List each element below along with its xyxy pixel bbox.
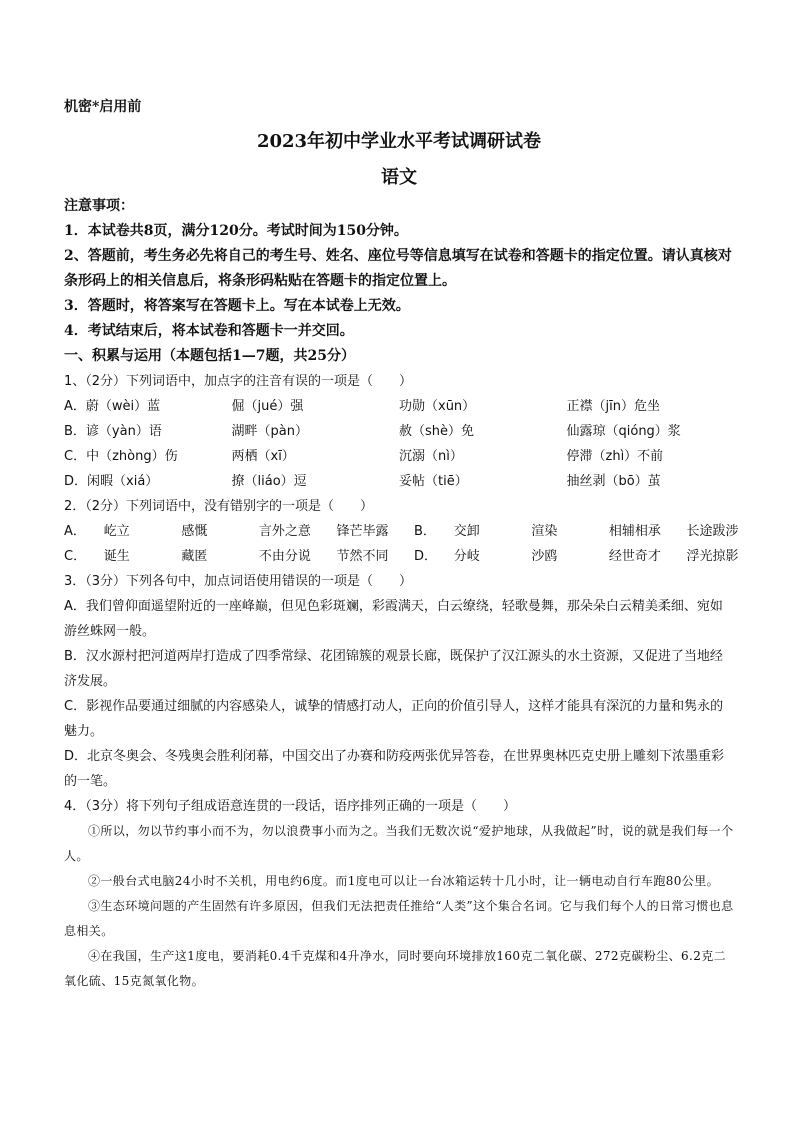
option-row	[64, 444, 734, 469]
section-heading: 一、积累与运用（本题包括1—7题，共25分）	[64, 348, 355, 364]
option-text: A．我们曾仰面遥望附近的一座峰巅，但见色彩斑斓，彩霞满天，白云缭绕，轻歌曼舞，那朵朵白云精美柔细、宛如游丝蛛网一般。	[64, 599, 723, 639]
option-cell: 妥帖（tiē）	[399, 474, 468, 489]
sentence-item: ①所以，勿以节约事小而不为，勿以浪费事小而为之。当我们无数次说“爱护地球，从我做起”时，说的就是我们每一个人。	[64, 824, 734, 863]
option-label: C．	[64, 549, 87, 564]
question-stem: 3．（3分）下列各句中，加点词语使用错误的一项是（ ）	[64, 574, 413, 589]
confidential-label: 机密*启用前	[64, 99, 142, 115]
option-word: 言外之意	[258, 524, 311, 539]
option-word: 屹立	[103, 524, 130, 539]
question-stem: 2．（2分）下列词语中，没有错别字的一项是（ ）	[64, 499, 374, 514]
question-2	[64, 494, 739, 569]
question-stem: 1、（2分）下列词语中，加点字的注音有误的一项是（ ）	[64, 374, 413, 389]
option-word: 交卸	[453, 524, 480, 539]
question-4	[64, 794, 734, 994]
option-text: D．北京冬奥会、冬残奥会胜利闭幕，中国交出了办赛和防疫两张优异答卷，在世界奥林匹克史册上雕刻下浓墨重彩的一笔。	[64, 749, 725, 789]
option-group	[64, 544, 414, 569]
question-stem: 4．（3分）将下列句子组成语意连贯的一段话，语序排列正确的一项是（ ）	[64, 799, 517, 814]
option-text: B．汉水源村把河道两岸打造成了四季常绿、花团锦簇的观景长廊，既保护了汉江源头的水土资源，又促进了当地经济发展。	[64, 649, 723, 689]
option-label: D．	[414, 549, 438, 564]
option-cell: 撩（liáo）逗	[231, 474, 307, 489]
option-cell: 赦（shè）免	[399, 424, 475, 439]
option-word: 锋芒毕露	[336, 524, 389, 539]
option-word: 不由分说	[258, 549, 311, 564]
option-row	[64, 469, 734, 494]
page-title: 2023年初中学业水平考试调研试卷	[256, 131, 542, 152]
option-word: 沙鸥	[531, 549, 558, 564]
option-row	[64, 519, 739, 544]
option-row	[64, 394, 734, 419]
option-row	[64, 419, 734, 444]
question-1	[64, 369, 734, 494]
option-cell: 停滞（zhì）不前	[566, 449, 664, 464]
option-cell: A．蔚（wèi）蓝	[64, 399, 161, 414]
option-cell: B．谚（yàn）语	[64, 424, 162, 439]
question-3	[64, 569, 734, 794]
option-cell: 抽丝剥（bō）茧	[566, 474, 661, 489]
option-text: C．影视作品要通过细腻的内容感染人，诚挚的情感打动人，正向的价值引导人，这样才能具有深沉的力量和隽永的魅力。	[64, 699, 724, 739]
option-group	[414, 519, 764, 544]
option-cell: C．中（zhòng）伤	[64, 449, 178, 464]
subject-title: 语文	[381, 167, 417, 188]
option-row	[64, 544, 739, 569]
option-word: 藏匿	[181, 549, 208, 564]
option-word: 渲染	[531, 524, 558, 539]
option-cell: 功勋（xūn）	[399, 399, 476, 414]
option-group	[64, 519, 414, 544]
exam-page	[64, 96, 739, 994]
sentence-item: ②一般台式电脑24小时不关机，用电约6度。而1度电可以让一台冰箱运转十几小时，让一辆电动自行车跑80公里。	[88, 874, 720, 888]
notice-section	[64, 194, 734, 344]
option-cell: 两栖（xī）	[231, 449, 295, 464]
notice-item: 4．考试结束后，将本试卷和答题卡一并交回。	[64, 323, 354, 339]
option-cell: 湖畔（pàn）	[231, 424, 308, 439]
notice-item: 1．本试卷共8页，满分120分。考试时间为150分钟。	[64, 223, 408, 239]
notice-item: 2、答题前，考生务必先将自己的考生号、姓名、座位号等信息填写在试卷和答题卡的指定位置。请认真核对条形码上的相关信息后，将条形码粘贴在答题卡的指定位置上。	[64, 248, 732, 289]
option-cell: 仙露琼（qióng）浆	[566, 424, 681, 439]
notice-heading: 注意事项：	[64, 198, 134, 214]
option-word: 感慨	[181, 524, 208, 539]
option-label: B．	[414, 524, 436, 539]
option-word: 诞生	[103, 549, 130, 564]
option-label: A．	[64, 524, 86, 539]
option-word: 长途跋涉	[686, 524, 739, 539]
option-word: 分岐	[453, 549, 480, 564]
option-word: 浮光掠影	[686, 549, 739, 564]
sentence-item: ③生态环境问题的产生固然有许多原因，但我们无法把责任推给“人类”这个集合名词。它与我们每个人的日常习惯也息息相关。	[64, 899, 734, 938]
notice-item: 3．答题时，将答案写在答题卡上。写在本试卷上无效。	[64, 298, 410, 314]
option-word: 节然不同	[336, 549, 389, 564]
sentence-item: ④在我国，生产这1度电，要消耗0.4千克煤和4升净水，同时要向环境排放160克二氧化碳、272克碳粉尘、6.2克二氧化硫、15克氮氧化物。	[64, 949, 727, 988]
option-word: 经世奇才	[608, 549, 661, 564]
option-group	[414, 544, 764, 569]
option-cell: 沉溺（nì）	[399, 449, 463, 464]
option-cell: 倔（jué）强	[231, 399, 304, 414]
option-cell: 正襟（jīn）危坐	[566, 399, 660, 414]
option-cell: D．闲暇（xiá）	[64, 474, 159, 489]
option-word: 相辅相承	[608, 524, 661, 539]
